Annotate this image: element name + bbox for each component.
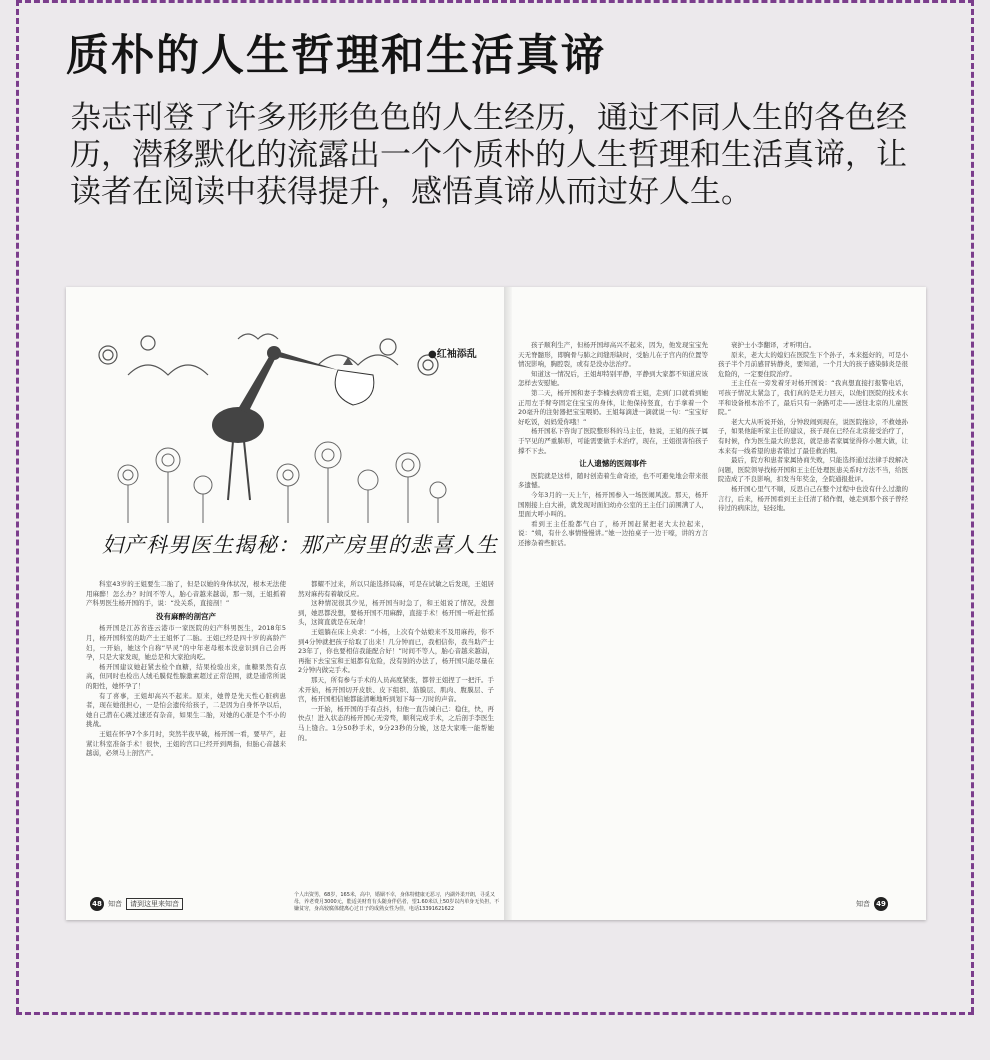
paragraph: 原来，老大太的媳妇在医院生下个孙子，本来挺好的，可是小孩子半个月前感冒转静炎，要知道，一个月大的孩子感染肺炎是很危险的，一定要住院治疗。 (718, 350, 908, 378)
paragraph: 王姐在怀孕7个多月时，突然半夜早破，杨开国一看，要早产，赶紧让科室准备手术！很快，王姐的宫口已经开到两指，但胎心音越来越弱，必须马上剖宫产。 (86, 729, 286, 758)
paragraph: 一开始，杨开国的手有点抖，但他一直告诫自己：稳住，快，再快点！进入状态的杨开国心无旁骛，顺利完成手术，之后剖手李医生马上缝合。1分50秒手术，9分23秒的分娩，这是大家唯一能帮她的。 (298, 704, 494, 742)
headline: 质朴的人生哲理和生活真谛 (66, 31, 606, 81)
ad-box-label: 请到这里来知音 (126, 898, 183, 910)
paragraph: 第二天，杨开国和妻子李楠去病房看王姐，走到门口就看到她正用左手臂夸固定住宝宝的身体，让他保持竖直，右手拿着一个20毫升的注射器把宝宝喂奶。王姐每滴进一滴就说一句：“宝宝好好吃饭，妈妈爱你哦！” (518, 388, 708, 426)
magazine-name-left: 知音 (108, 900, 122, 908)
paragraph: 杨开国是江苏省连云港市一家医院的妇产科男医生，2018年5月，杨开国科室的助产士王姐怀了二胎。王姐已经是四十岁的高龄产妇，一开始，她这个自称“早灵”的中年老母根本没意识到自己会再孕，只是大家发现，她总是和大家抢肉吃。 (86, 624, 286, 662)
column-label: ●红袖添乱 (428, 349, 477, 360)
paragraph: 知道这一情况后，王姐却特别平静，平静到大家都不知道应该怎样去安慰她。 (518, 369, 708, 388)
paragraph: 王主任在一旁发着牙对杨开国说：“我真想直接打报警电话，可孩子情况太紧急了，我们真的是无力回天，以他们医院的技术水平和设备根本治不了，最后只有一条路可走——送往北京的儿童医院。” (718, 379, 908, 417)
footer-right (856, 895, 888, 913)
paragraph: 杨开国心里气不顺，反思自己在整个过程中也没有什么过激的言行，后来，杨开国看到王主任清了稍作假，她走到那个孩子曾经待过的病床边，轻轻地。 (718, 484, 908, 513)
frame-top-border (16, 0, 974, 3)
paragraph: 那天，所有参与手术的人员高度紧张，都替王姐捏了一把汗。手术开始，杨开国切开皮肤、皮下组织、筋膜层、肌肉、腹膜层、子宫，杨开国相信她都能清晰地听到划下每一刀时的声音。 (298, 675, 494, 704)
section-heading: 让人遗憾的医闹事件 (579, 459, 647, 469)
frame-left-border (16, 0, 19, 1013)
paragraph: 科室43岁的王姐要生二胎了，但是以她的身体状况，根本无法使用麻醉！怎么办？时间不等人，胎心音越来越弱，那一刻，王姐抓着产科男医生杨开国的手，说：“没关系，直接剖！” (86, 580, 286, 608)
paragraph: 老大大从听说开始，分钟段闹到现在，说医院拖诊，不救她孙子，如果他能听家主任的建议，孩子现在已经在北京接受治疗了，有时候，作为医生最大的悲哀，就是患者家属觉得你小题大做，让本来有一线希望的患者错过了最佳救治期。 (718, 417, 908, 455)
page-number-right: 49 (874, 897, 888, 911)
article-column-4 (718, 341, 908, 891)
page-number-left: 48 (90, 897, 104, 911)
section-heading: 没有麻醉的剖宫产 (156, 611, 216, 621)
paragraph: 杨开国建议她赶紧去检个血糖，结果检验出来，血糖果然有点高，但同时也检出人绒毛膜促性腺激素超过正常范围，就是通常所说的阳性，她怀孕了！ (86, 662, 286, 690)
paragraph: 最后，院方和患者家属协商失败，只能选择通过法律手段解决问题，医院领导找杨开国和王主任处理医患关系时方法不当，给医院造成了不良影响，扣发当年奖金，全院通报批评。 (718, 456, 908, 484)
frame-bottom-border (16, 1012, 974, 1015)
paragraph: 王姐躺在床上央求：“小杨，上次有个姑娘来不及用麻药，你不到4分钟就把孩子给取了出来！几分钟而已，我相信你，我当助产士23年了，你也要相信我能配合好！”时间不等人，胎心音越来越弱，再拖下去宝宝和王姐都有危险，没有别的办法了，杨开国只能尽量在2分钟内做完手术。 (298, 627, 494, 675)
paragraph: 看到王主任脸都气白了，杨开国赶紧把老大太拉起来，说：“姨，有什么事情慢慢讲。”她一边拍桌子一边干嚎，讲的方言还掺杂着些脏话。 (518, 519, 708, 547)
magazine-spread (66, 287, 926, 920)
footer-left (90, 895, 183, 913)
article-column-3 (518, 341, 708, 891)
paragraph: 今年3月的一天上午，杨开国参入一场医闹风波。那天，杨开国刚接上白大褂，就发现对面妇幼办公室的王主任门前围满了人，里面大呼小叫的。 (518, 490, 708, 519)
story-title: 妇产科男医生揭秘：那产房里的悲喜人生 (102, 533, 498, 557)
article-column-2 (298, 580, 494, 890)
classified-ad: 个人出资男，68岁，165米，高中，婚姻不幸，身体特健康无恶习，内湖外柔开朗，寻觅又母，养老费月3000元，能适美财育有头随身伴侣者，望1.60米以上50岁以内单身无负担，不嫌贫穷，身高较腐体健离心过日子的成熟女性为佳，电话13391621622 (294, 892, 500, 912)
intro-paragraph: 杂志刊登了许多形形色色的人生经历，通过不同人生的各色经历，潜移默化的流露出一个个质朴的人生哲理和生活真谛，让读者在阅读中获得提升，感悟真谛从而过好人生。 (70, 100, 907, 210)
magazine-spine (504, 287, 512, 920)
magazine-name-right: 知音 (856, 900, 870, 908)
paragraph: 衰护士小李翻译，才听明白。 (731, 341, 816, 349)
paragraph: 有了喜事，王姐却高兴不起来。原来，她曾是先天性心脏病患者，现在她很担心，一是怕会遗传给孩子，二是因为自身怀孕以后，她自己潜在心跳过速还有杂音，如果生二胎，对她的心脏是个不小的挑战。 (86, 691, 286, 729)
article-column-1 (86, 580, 286, 890)
paragraph: 这种情况很其少见，杨开国当时急了，和王姐说了情况，没想到，她思都没想，要杨开国不用麻醉，直接手术！杨开国一听赶忙摇头，这简直就是在玩命！ (298, 599, 494, 627)
paragraph: 杨开国私下咨询了医院整形科的马主任，他说，王姐的孩子属于罕见的严重肺形，可能需要做手术治疗，现在，王姐很害怕孩子撑不下去。 (518, 427, 708, 455)
frame-right-border (971, 0, 974, 1013)
paragraph: 都耀不过来，所以只能选择局麻，可是在试敏之后发现，王姐居然对麻药有着敏反应。 (298, 580, 494, 598)
stork-illustration (88, 325, 456, 525)
paragraph: 医院就是这样，随时创造着生命奇迹，也不可避免地会带来很多遗憾。 (518, 471, 708, 490)
paragraph: 孩子顺利生产，但杨开国却高兴不起来，因为，他发现宝宝先天无脊髓形，即胸骨与肺之间缝形缺时，受胎儿在子宫内的位置等情况影响，胸腔裂，或有是没办法治疗。 (518, 341, 708, 369)
